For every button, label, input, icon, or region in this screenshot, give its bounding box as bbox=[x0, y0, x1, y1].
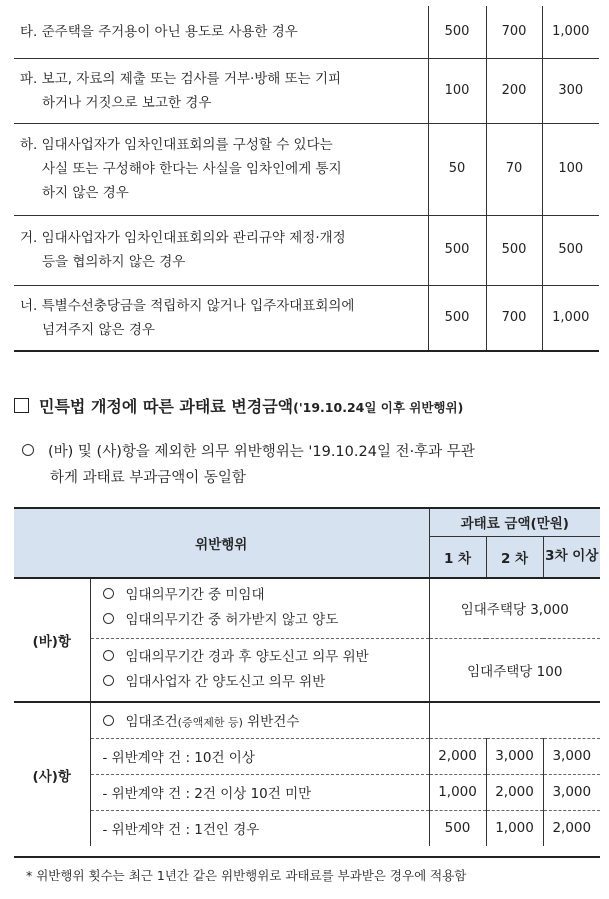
circle-bullet-icon bbox=[103, 715, 114, 726]
row-value-v1: 500 bbox=[428, 215, 486, 285]
circle-bullet-icon bbox=[103, 588, 114, 599]
row-value-v2: 700 bbox=[486, 285, 542, 351]
fine-change-table bbox=[14, 507, 600, 846]
sa-row-3-v2: 1,000 bbox=[486, 810, 543, 846]
section-subtitle: ('19.10.24일 이후 위반행위) bbox=[293, 400, 464, 415]
fine-row bbox=[14, 6, 599, 58]
sa-row-2-label: - 위반계약 건 : 2건 이상 10건 미만 bbox=[90, 774, 429, 810]
row-description bbox=[14, 285, 428, 351]
ba-item-1: 임대의무기간 중 미임대 임대의무기간 중 허가받지 않고 양도 bbox=[90, 578, 429, 638]
row-value-v2: 500 bbox=[486, 215, 542, 285]
section-heading bbox=[14, 394, 463, 417]
fine-row bbox=[14, 285, 599, 351]
bullet-paragraph bbox=[22, 439, 602, 491]
row-label: 거. bbox=[20, 230, 38, 246]
row-value-v1: 500 bbox=[428, 6, 486, 58]
group-ba: (바)항 bbox=[14, 578, 90, 702]
bullet-line-2: 하게 과태료 부과금액이 동일함 bbox=[50, 470, 246, 486]
sa-row-2-v1: 1,000 bbox=[429, 774, 486, 810]
row-value-v3: 100 bbox=[542, 123, 599, 215]
sa-row-1-v2: 3,000 bbox=[486, 738, 543, 774]
row-line: 임대사업자가 임차인대표회의를 구성할 수 있다는 bbox=[41, 137, 333, 153]
sa-row-1-label: - 위반계약 건 : 10건 이상 bbox=[90, 738, 429, 774]
sa-row-3-v1: 500 bbox=[429, 810, 486, 846]
group-sa: (사)항 bbox=[14, 702, 90, 846]
row-line: 준주택을 주거용이 아닌 용도로 사용한 경우 bbox=[41, 23, 298, 40]
row-value-v1: 100 bbox=[428, 58, 486, 123]
ba-amount-1: 임대주택당 3,000 bbox=[429, 578, 600, 638]
row-description bbox=[14, 6, 428, 58]
row-description bbox=[14, 58, 428, 123]
row-line: 보고, 자료의 제출 또는 검사를 거부·방해 또는 기피 bbox=[41, 70, 342, 87]
row-label: 파. bbox=[20, 70, 38, 87]
row-description bbox=[14, 215, 428, 285]
sa-row-3-label: - 위반계약 건 : 1건인 경우 bbox=[90, 810, 429, 846]
row-value-v1: 500 bbox=[428, 285, 486, 351]
sa-row-2-v2: 2,000 bbox=[486, 774, 543, 810]
row-value-v2: 70 bbox=[486, 123, 542, 215]
row-description bbox=[14, 123, 428, 215]
row-line: 하지 않은 경우 bbox=[42, 185, 129, 201]
row-line: 등을 협의하지 않은 경우 bbox=[42, 254, 186, 270]
bullet-line-1: (바) 및 (사)항을 제외한 의무 위반행위는 '19.10.24일 전·후과 무관 bbox=[48, 444, 475, 460]
row-label: 타. bbox=[20, 23, 38, 40]
fine-row bbox=[14, 58, 599, 123]
row-label: 하. bbox=[20, 137, 38, 153]
row-label: 너. bbox=[20, 297, 38, 314]
row-value-v3: 500 bbox=[542, 215, 599, 285]
row-line: 사실 또는 구성해야 한다는 사실을 임차인에게 통지 bbox=[42, 161, 342, 177]
row-line: 하거나 거짓으로 보고한 경우 bbox=[42, 94, 212, 111]
row-value-v2: 200 bbox=[486, 58, 542, 123]
row-value-v3: 1,000 bbox=[542, 285, 599, 351]
sa-row-2-v3: 3,000 bbox=[543, 774, 600, 810]
fine-row bbox=[14, 123, 599, 215]
header-col-1: 1 차 bbox=[429, 536, 486, 578]
circle-bullet-icon bbox=[103, 613, 114, 624]
header-col-3: 3차 이상 bbox=[543, 536, 600, 578]
ba-item-2: 임대의무기간 경과 후 양도신고 의무 위반 임대사업자 간 양도신고 의무 위반 bbox=[90, 638, 429, 702]
circle-bullet-icon bbox=[22, 444, 34, 456]
checkbox-square-icon bbox=[14, 398, 29, 413]
sa-row-1-v3: 3,000 bbox=[543, 738, 600, 774]
row-line: 특별수선충당금을 적립하지 않거나 입주자대표회의에 bbox=[41, 297, 355, 314]
row-value-v2: 700 bbox=[486, 6, 542, 58]
footnote: * 위반행위 횟수는 최근 1년간 같은 위반행위로 과태료를 부과받은 경우에 적용함 bbox=[26, 868, 467, 883]
table-bottom-rule bbox=[14, 856, 600, 858]
fine-row bbox=[14, 215, 599, 285]
header-col-2: 2 차 bbox=[486, 536, 543, 578]
ba-amount-2: 임대주택당 100 bbox=[429, 638, 600, 702]
section-title: 민특법 개정에 따른 과태료 변경금액 bbox=[39, 397, 294, 416]
header-amount: 과태료 금액(만원) bbox=[429, 508, 600, 536]
row-line: 넘겨주지 않은 경우 bbox=[42, 321, 155, 338]
sa-row-3-v3: 2,000 bbox=[543, 810, 600, 846]
row-value-v3: 300 bbox=[542, 58, 599, 123]
circle-bullet-icon bbox=[103, 650, 114, 661]
violation-fine-table-top bbox=[14, 6, 599, 352]
row-value-v3: 1,000 bbox=[542, 6, 599, 58]
row-value-v1: 50 bbox=[428, 123, 486, 215]
row-line: 임대사업자가 임차인대표회의와 관리규약 제정·개정 bbox=[41, 230, 346, 246]
circle-bullet-icon bbox=[103, 675, 114, 686]
sa-row-1-v1: 2,000 bbox=[429, 738, 486, 774]
sa-title: 임대조건(증액제한 등) 위반건수 bbox=[90, 702, 429, 738]
header-violation: 위반행위 bbox=[14, 508, 429, 578]
